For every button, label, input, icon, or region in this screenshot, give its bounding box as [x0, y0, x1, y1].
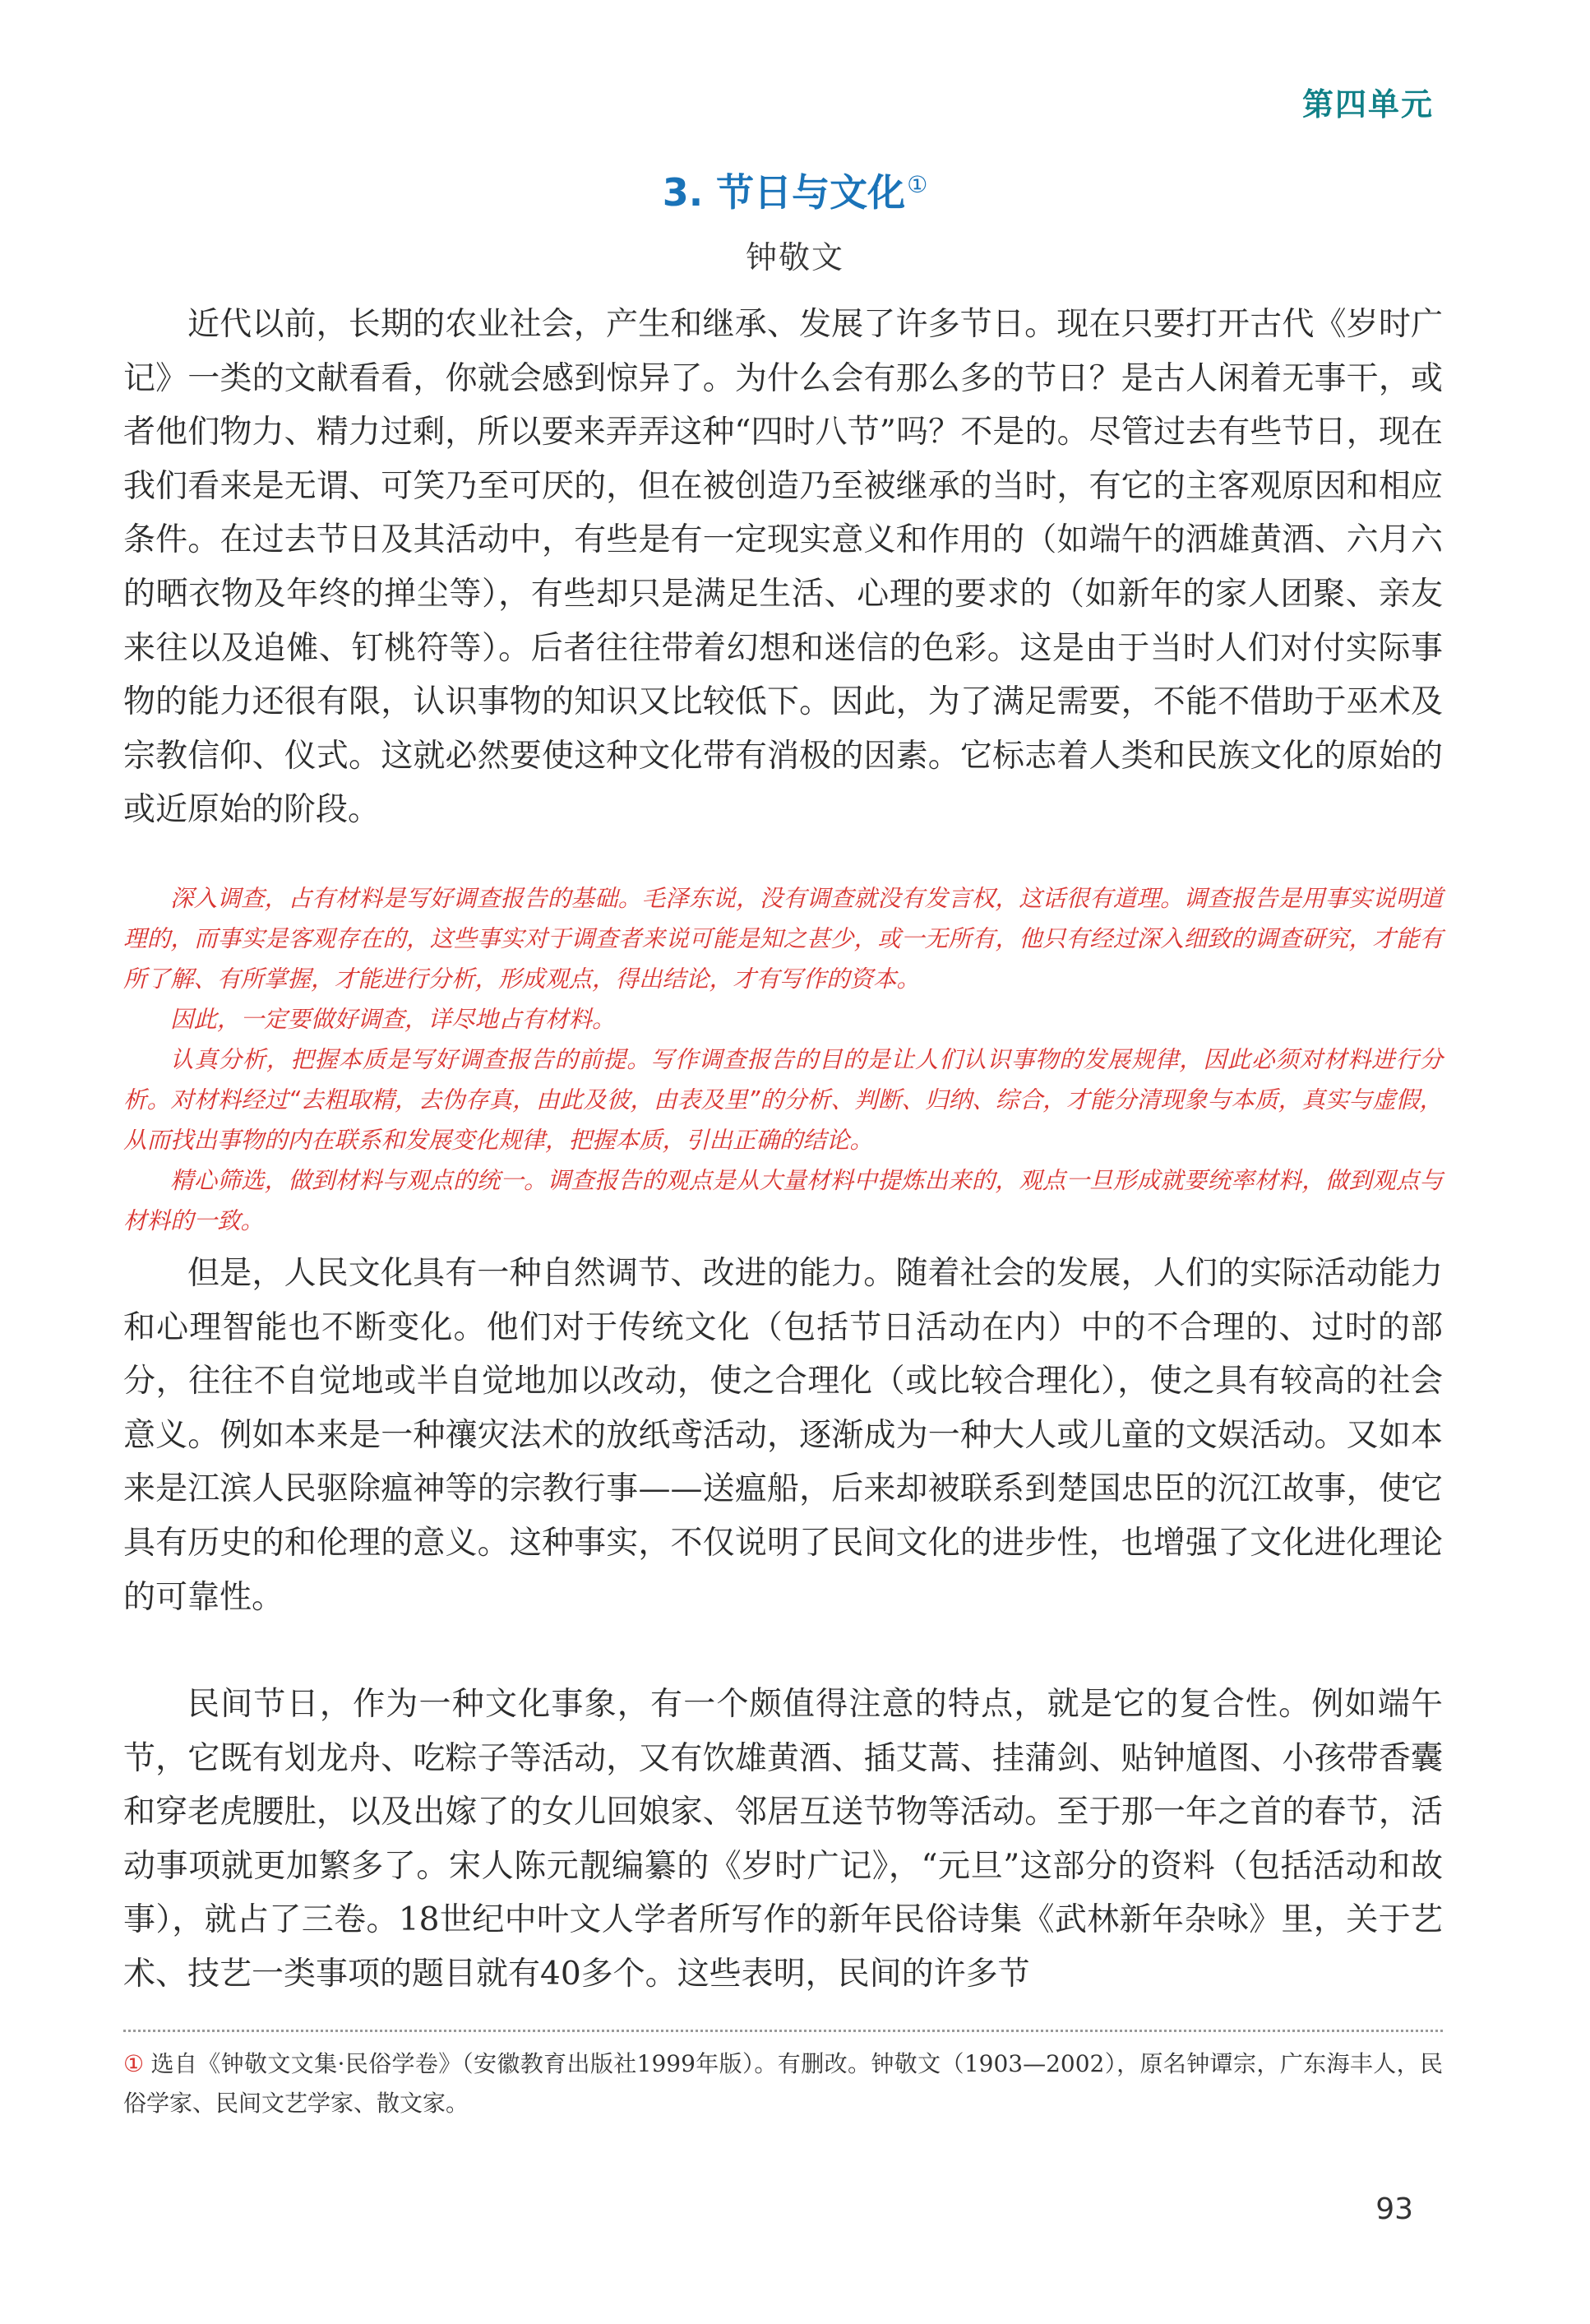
footnote-ref-mark: ①	[907, 170, 928, 198]
body-paragraph-3: 民间节日，作为一种文化事象，有一个颇值得注意的特点，就是它的复合性。例如端午节，它既有划龙舟、吃粽子等活动，又有饮雄黄酒、插艾蒿、挂蒲剑、贴钟馗图、小孩带香囊和穿老虎腰肚，以及出嫁了的女儿回娘家、邻居互送节物等活动。至于那一年之首的春节，活动事项就更加繁多了。宋人陈元靓编纂的《岁时广记》，“元旦”这部分的资料（包括活动和故事），就占了三卷。18世纪中叶文人学者所写作的新年民俗诗集《武林新年杂咏》里，关于艺术、技艺一类事项的题目就有40多个。这些表明，民间的许多节	[123, 1686, 1443, 1993]
handwritten-notes	[123, 878, 1443, 1241]
article-title	[0, 163, 1590, 217]
page-number: 93	[1375, 2192, 1413, 2226]
article-author: 钟敬文	[745, 239, 844, 275]
footnote-text: 选自《钟敬文文集·民俗学卷》（安徽教育出版社1999年版）。有删改。钟敬文（1903—2002），原名钟谭宗，广东海丰人，民俗学家、民间文艺学家、散文家。	[123, 2050, 1443, 2117]
body-paragraph-1: 近代以前，长期的农业社会，产生和继承、发展了许多节日。现在只要打开古代《岁时广记》一类的文献看看，你就会感到惊异了。为什么会有那么多的节日？是古人闲着无事干，或者他们物力、精力过剩，所以要来弄弄这种“四时八节”吗？不是的。尽管过去有些节日，现在我们看来是无谓、可笑乃至可厌的，但在被创造乃至被继承的当时，有它的主客观原因和相应条件。在过去节日及其活动中，有些是有一定现实意义和作用的（如端午的洒雄黄酒、六月六的晒衣物及年终的掸尘等），有些却只是满足生活、心理的要求的（如新年的家人团聚、亲友来往以及追傩、钉桃符等）。后者往往带着幻想和迷信的色彩。这是由于当时人们对付实际事物的能力还很有限，认识事物的知识又比较低下。因此，为了满足需要，不能不借助于巫术及宗教信仰、仪式。这就必然要使这种文化带有消极的因素。它标志着人类和民族文化的原始的或近原始的阶段。	[123, 306, 1443, 829]
note-paragraph-1: 深入调查，占有材料是写好调查报告的基础。毛泽东说，没有调查就没有发言权，这话很有道理。调查报告是用事实说明道理的，而事实是客观存在的，这些事实对于调查者来说可能是知之甚少，或一无所有，他只有经过深入细致的调查研究，才能有所了解、有所掌握，才能进行分析，形成观点，得出结论，才有写作的资本。	[123, 885, 1443, 993]
note-paragraph-3: 认真分析，把握本质是写好调查报告的前提。写作调查报告的目的是让人们认识事物的发展规律，因此必须对材料进行分析。对材料经过“去粗取精，去伪存真，由此及彼，由表及里”的分析、判断、归纳、综合，才能分清现象与本质，真实与虚假，从而找出事物的内在联系和发展变化规律，把握本质，引出正确的结论。	[123, 1046, 1443, 1154]
footnote	[123, 2044, 1443, 2123]
body-paragraph-2: 但是，人民文化具有一种自然调节、改进的能力。随着社会的发展，人们的实际活动能力和心理智能也不断变化。他们对于传统文化（包括节日活动在内）中的不合理的、过时的部分，往往不自觉地或半自觉地加以改动，使之合理化（或比较合理化），使之具有较高的社会意义。例如本来是一种禳灾法术的放纸鸢活动，逐渐成为一种大人或儿童的文娱活动。又如本来是江滨人民驱除瘟神等的宗教行事——送瘟船，后来却被联系到楚国忠臣的沉江故事，使它具有历史的和伦理的意义。这种事实，不仅说明了民间文化的进步性，也增强了文化进化理论的可靠性。	[123, 1255, 1443, 1616]
unit-label: 第四单元	[1301, 86, 1434, 123]
footnote-divider	[123, 2030, 1443, 2032]
note-paragraph-2: 因此，一定要做好调查，详尽地占有材料。	[170, 1006, 616, 1033]
note-paragraph-4: 精心筛选，做到材料与观点的统一。调查报告的观点是从大量材料中提炼出来的，观点一旦形成就要统率材料，做到观点与材料的一致。	[123, 1167, 1443, 1234]
footnote-mark: ①	[123, 2050, 145, 2077]
article-title-text: 3. 节日与文化	[662, 170, 906, 215]
